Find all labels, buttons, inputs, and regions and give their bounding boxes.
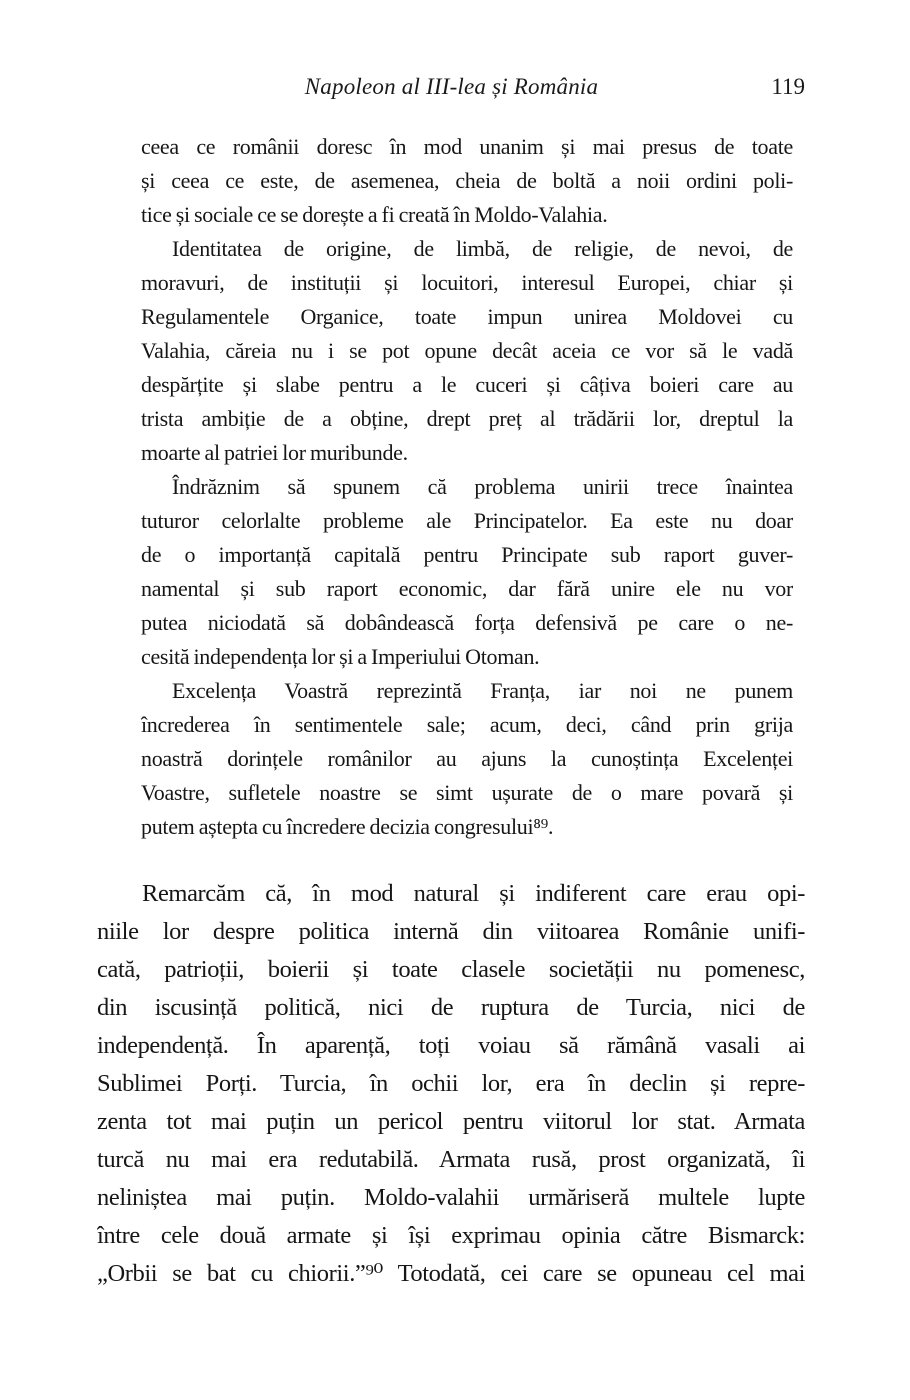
text-line: zenta tot mai puțin un pericol pentru viitorul lor stat. Armata xyxy=(97,1108,805,1135)
text-line: despărțite și slabe pentru a le cuceri și câțiva boieri care au xyxy=(141,372,793,397)
text-line: tuturor celorlalte probleme ale Principatelor. Ea este nu doar xyxy=(141,508,793,533)
text-line: ceea ce românii doresc în mod unanim și mai presus de toate xyxy=(141,134,793,159)
text-line: din iscusință politică, nici de ruptura de Turcia, nici de xyxy=(97,994,805,1021)
paragraph xyxy=(141,470,793,674)
text-line: trista ambiție de a obține, drept preț al trădării lor, dreptul la xyxy=(141,406,793,431)
text-line: Excelența Voastră reprezintă Franța, iar noi ne punem xyxy=(172,678,793,703)
text-line: noastră dorințele românilor au ajuns la cunoștința Excelenței xyxy=(141,746,793,771)
text-line: niile lor despre politica internă din viitoarea Românie unifi- xyxy=(97,918,805,945)
text-line: Sublimei Porți. Turcia, în ochii lor, era în declin și repre- xyxy=(97,1070,805,1097)
page-number: 119 xyxy=(771,74,805,99)
text-line: turcă nu mai era redutabilă. Armata rusă, prost organizată, îi xyxy=(97,1146,805,1173)
text-line: „Orbii se bat cu chiorii.”⁹⁰ Totodată, cei care se opuneau cel mai xyxy=(97,1260,805,1287)
text-line: Remarcăm că, în mod natural și indiferent care erau opi- xyxy=(142,880,805,907)
paragraph xyxy=(141,232,793,470)
text-line: independență. În aparență, toți voiau să rămână vasali ai xyxy=(97,1032,805,1059)
text-line: încrederea în sentimentele sale; acum, deci, când prin grija xyxy=(141,712,793,737)
paragraph xyxy=(141,674,793,844)
paragraph xyxy=(141,130,793,232)
text-line: Valahia, căreia nu i se pot opune decât aceia ce vor să le vadă xyxy=(141,338,793,363)
text-line: Regulamentele Organice, toate impun unirea Moldovei cu xyxy=(141,304,793,329)
text-line: neliniștea mai puțin. Moldo-valahii urmăriseră multele lupte xyxy=(97,1184,805,1211)
text-line: cesită independența lor și a Imperiului Otoman. xyxy=(141,644,540,669)
page-header xyxy=(98,74,805,104)
text-line: namental și sub raport economic, dar fără unire ele nu vor xyxy=(141,576,793,601)
text-line: tice și sociale ce se dorește a fi creată în Moldo-Valahia. xyxy=(141,202,608,227)
quote-block xyxy=(141,130,793,844)
text-line: și ceea ce este, de asemenea, cheia de boltă a noii ordini poli- xyxy=(141,168,793,193)
body-text-block xyxy=(97,875,805,1293)
text-line: între cele două armate și își exprimau opinia către Bismarck: xyxy=(97,1222,805,1249)
text-line: Îndrăznim să spunem că problema unirii trece înaintea xyxy=(172,474,793,499)
text-line: moarte al patriei lor muribunde. xyxy=(141,440,408,465)
text-line: putea niciodată să dobândească forța defensivă pe care o ne- xyxy=(141,610,793,635)
text-line: putem aștepta cu încredere decizia congresului⁸⁹. xyxy=(141,814,554,839)
text-line: Identitatea de origine, de limbă, de religie, de nevoi, de xyxy=(172,236,793,261)
paragraph xyxy=(97,875,805,1293)
running-header-title: Napoleon al III-lea și România xyxy=(304,74,599,99)
text-line: cată, patrioții, boierii și toate clasele societății nu pomenesc, xyxy=(97,956,805,983)
text-line: de o importanță capitală pentru Principate sub raport guver- xyxy=(141,542,793,567)
text-line: Voastre, sufletele noastre se simt ușurate de o mare povară și xyxy=(141,780,793,805)
text-line: moravuri, de instituții și locuitori, interesul Europei, chiar și xyxy=(141,270,793,295)
